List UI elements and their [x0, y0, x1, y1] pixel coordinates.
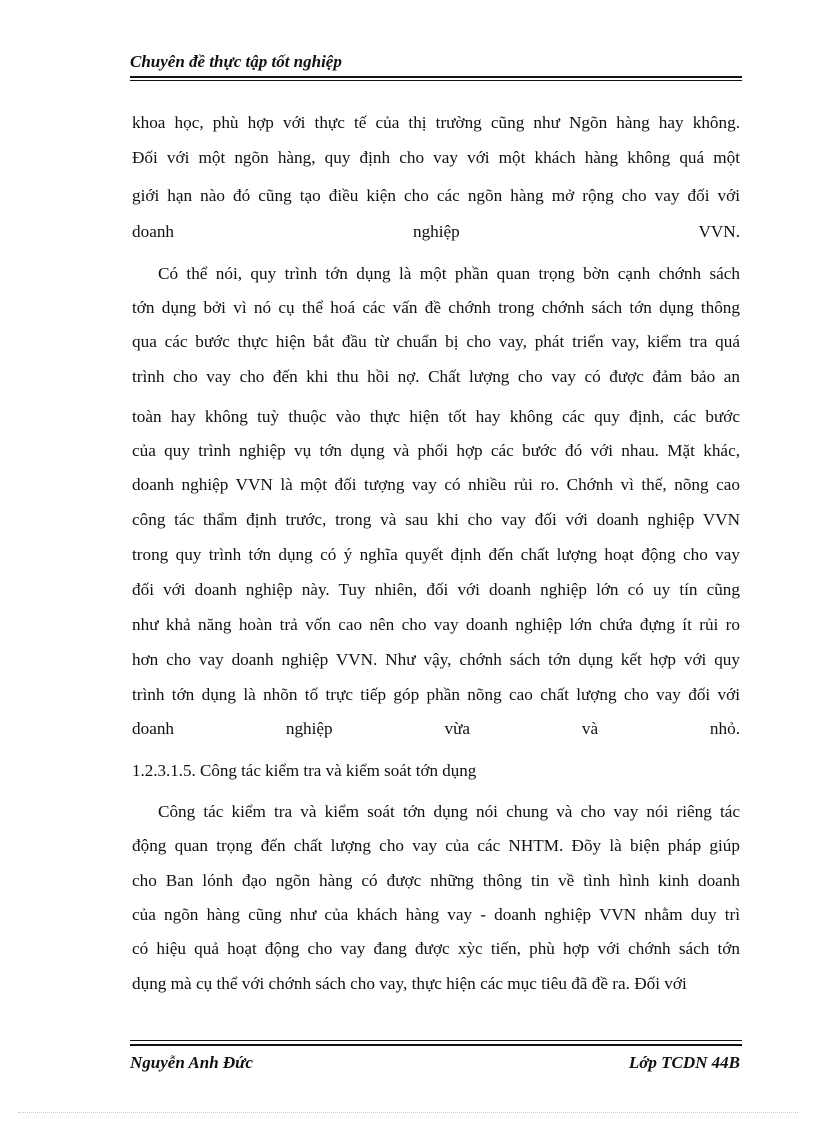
- header-rule-thin: [130, 80, 742, 81]
- body-line: công tác thẩm định trước, trong và sau khi cho vay đối với doanh nghiệp VVN: [132, 510, 740, 529]
- body-line: trong quy trình tớn dụng có ý nghĩa quyết định đến chất lượng hoạt động cho vay: [132, 545, 740, 564]
- footer-rule-thick: [130, 1044, 742, 1046]
- body-line: qua các bước thực hiện bắt đầu từ chuẩn bị cho vay, phát triển vay, kiểm tra quá: [132, 332, 740, 351]
- body-line: doanh nghiệp VVN.: [132, 222, 740, 241]
- footer-class: Lớp TCDN 44B: [628, 1053, 740, 1072]
- body-line: khoa học, phù hợp với thực tế của thị trường cũng như Ngõn hàng hay không.: [132, 113, 740, 132]
- page-bottom-dotted-border: [18, 1112, 798, 1113]
- header-rule-thick: [130, 76, 742, 78]
- body-line: có hiệu quả hoạt động cho vay đang được xỳc tiến, phù hợp với chớnh sách tớn: [132, 939, 740, 958]
- body-line: trình cho vay cho đến khi thu hồi nợ. Chất lượng cho vay có được đảm bảo an: [132, 367, 740, 386]
- body-line: doanh nghiệp VVN là một đối tượng vay có nhiều rủi ro. Chớnh vì thế, nõng cao: [132, 475, 740, 494]
- body-line: của quy trình nghiệp vụ tớn dụng và phối hợp các bước đó với nhau. Mặt khác,: [132, 441, 740, 460]
- body-line: cho Ban lónh đạo ngõn hàng có được những thông tin về tình hình kinh doanh: [132, 871, 740, 890]
- body-line: dụng mà cụ thể với chớnh sách cho vay, thực hiện các mục tiêu đã đề ra. Đối với: [132, 974, 687, 993]
- body-line: giới hạn nào đó cũng tạo điều kiện cho các ngõn hàng mở rộng cho vay đối với: [132, 186, 740, 205]
- footer-author: Nguyễn Anh Đức: [130, 1053, 253, 1072]
- body-line: toàn hay không tuỳ thuộc vào thực hiện tốt hay không các quy định, các bước: [132, 407, 740, 426]
- body-line: Có thể nói, quy trình tớn dụng là một phần quan trọng bờn cạnh chớnh sách: [158, 264, 740, 283]
- body-line: Công tác kiểm tra và kiểm soát tớn dụng nói chung và cho vay nói riêng tác: [158, 802, 740, 821]
- body-line: đối với doanh nghiệp này. Tuy nhiên, đối với doanh nghiệp lớn có uy tín cũng: [132, 580, 740, 599]
- footer-rule-thin: [130, 1040, 742, 1041]
- page-header-title: Chuyên đề thực tập tốt nghiệp: [130, 52, 342, 71]
- body-line: động quan trọng đến chất lượng cho vay của các NHTM. Đõy là biện pháp giúp: [132, 836, 740, 855]
- body-line: hơn cho vay doanh nghiệp VVN. Như vậy, chớnh sách tớn dụng kết hợp với quy: [132, 650, 740, 669]
- body-line: Đối với một ngõn hàng, quy định cho vay với một khách hàng không quá một: [132, 148, 740, 167]
- body-line: như khả năng hoàn trả vốn cao nên cho vay doanh nghiệp lớn chứa đựng ít rủi ro: [132, 615, 740, 634]
- body-line: tớn dụng bởi vì nó cụ thể hoá các vấn đề chớnh trong chớnh sách tớn dụng thông: [132, 298, 740, 317]
- body-line: doanh nghiệp vừa và nhỏ.: [132, 719, 740, 738]
- section-heading: 1.2.3.1.5. Công tác kiểm tra và kiểm soát tớn dụng: [132, 761, 477, 780]
- body-line: của ngõn hàng cũng như của khách hàng vay - doanh nghiệp VVN nhằm duy trì: [132, 905, 740, 924]
- body-line: trình tớn dụng là nhõn tố trực tiếp góp phần nõng cao chất lượng cho vay đối với: [132, 685, 740, 704]
